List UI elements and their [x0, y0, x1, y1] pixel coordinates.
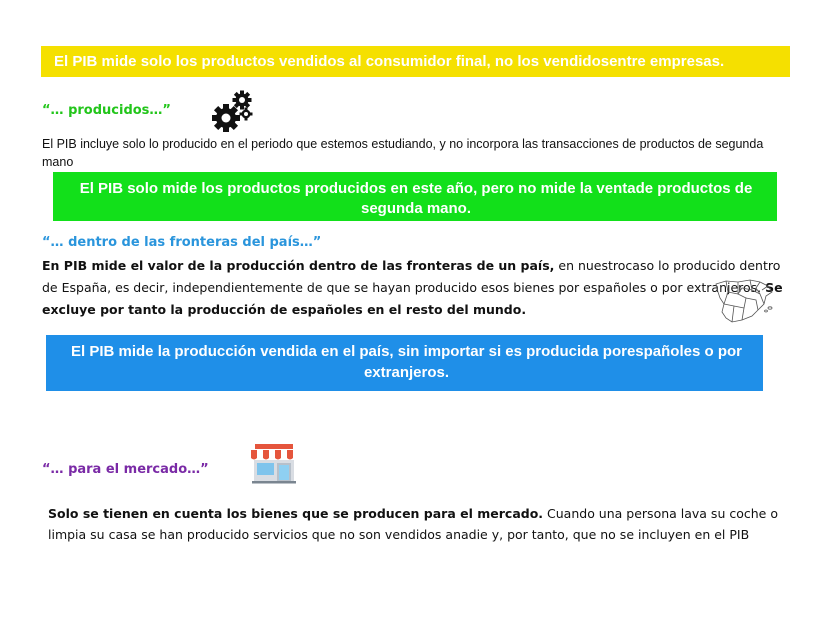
fronteras-bold-tail: Se excluye por tanto la producción de españoles en el resto del mundo.	[42, 280, 783, 317]
shop-icon	[249, 442, 299, 484]
heading-fronteras: “… dentro de las fronteras del país…”	[42, 235, 322, 250]
mercado-bold-lead: Solo se tienen en cuenta los bienes que se producen para el mercado.	[48, 506, 544, 521]
heading-mercado: “… para el mercado…”	[42, 462, 209, 477]
banner-consumidor-final: El PIB mide solo los productos vendidos al consumidor final, no los vendidosentre empresas.	[41, 46, 790, 77]
banner-produccion-pais: El PIB mide la producción vendida en el país, sin importar si es producida porespañoles o por extranjeros.	[46, 335, 763, 391]
banner-segunda-mano: El PIB solo mide los productos producidos en este año, pero no mide la ventade productos de segunda mano.	[53, 172, 777, 221]
heading-producidos: “… producidos…”	[42, 103, 171, 118]
fronteras-bold-lead: En PIB mide el valor de la producción dentro de las fronteras de un país,	[42, 258, 555, 273]
gears-icon	[210, 86, 256, 134]
fronteras-text: en nuestrocaso lo producido dentro de España, es decir, independientemente de que se hayan producido esos bienes por españoles o por extranjeros.	[42, 258, 781, 295]
mercado-paragraph	[48, 503, 818, 545]
producidos-paragraph: El PIB incluye solo lo producido en el periodo que estemos estudiando, y no incorpora las transacciones de productos de segunda mano	[42, 137, 764, 169]
mercado-text: Cuando una persona lava su coche o limpia su casa se han producido servicios que no son vendidos anadie y, por tanto, que no se incluyen en el PIB	[48, 506, 778, 542]
fronteras-paragraph	[42, 255, 792, 321]
spain-map-icon	[712, 276, 776, 324]
